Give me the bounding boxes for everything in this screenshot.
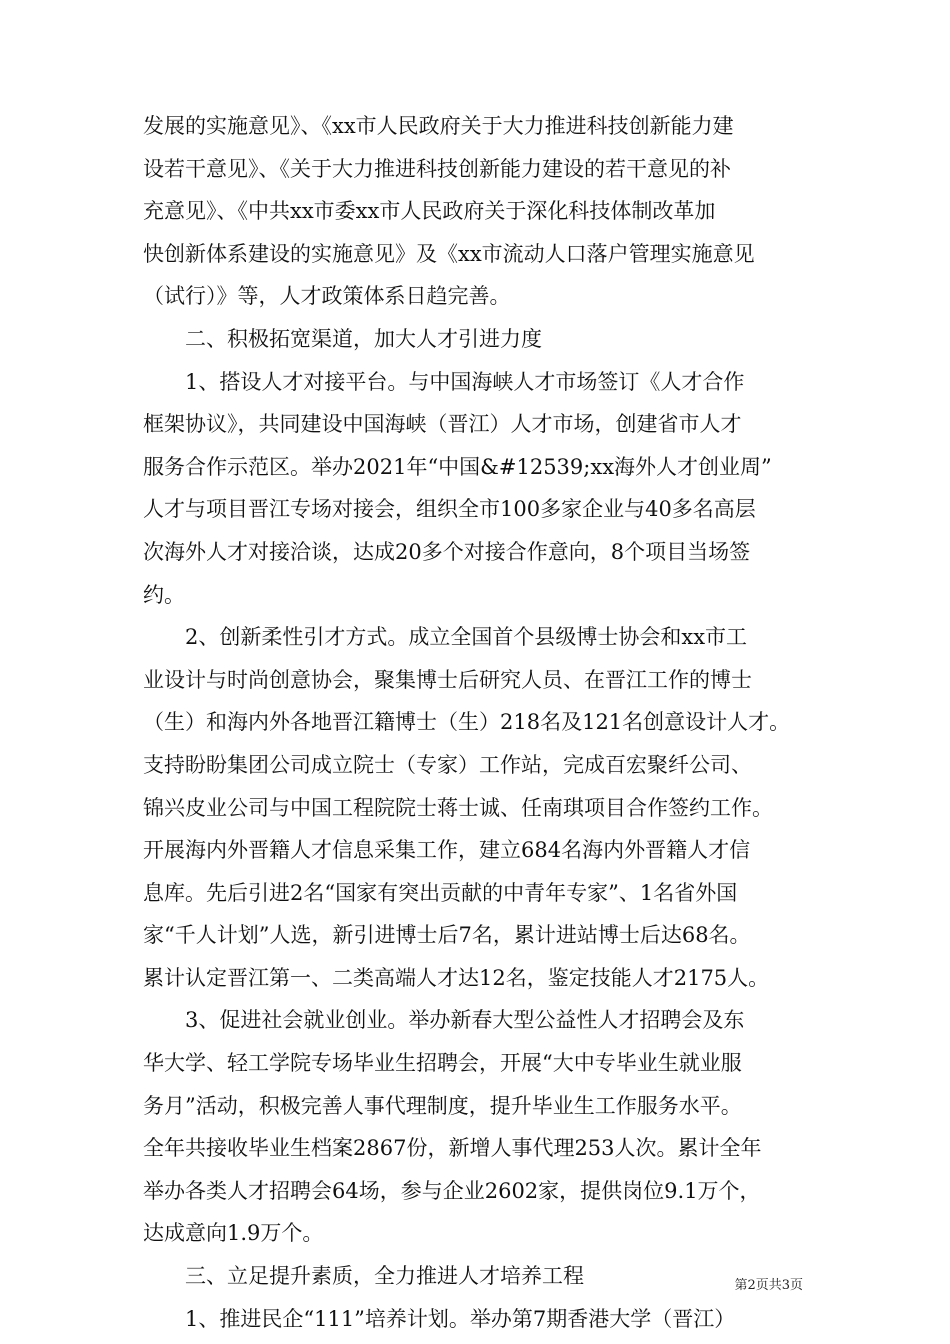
- text-line: 华大学、轻工学院专场毕业生招聘会，开展“大中专毕业生就业服: [143, 1051, 742, 1076]
- document-body: [143, 105, 828, 1340]
- text-line: 充意见》、《中共xx市委xx市人民政府关于深化科技体制改革加: [143, 199, 716, 224]
- text-line: 2、创新柔性引才方式。成立全国首个县级博士协会和xx市工: [185, 625, 748, 650]
- text-line: 1、推进民企“111”培养计划。举办第7期香港大学（晋江）: [185, 1306, 736, 1331]
- text-line: 3、促进社会就业创业。举办新春大型公益性人才招聘会及东: [185, 1008, 745, 1033]
- text-line: 约。: [143, 582, 185, 607]
- text-line: 发展的实施意见》、《xx市人民政府关于大力推进科技创新能力建: [143, 114, 734, 138]
- text-line: 框架协议》，共同建设中国海峡（晋江）人才市场，创建省市人才: [143, 412, 742, 437]
- text-line: 服务合作示范区。举办2021年“中国&#12539;xx海外人才创业周”: [143, 454, 772, 479]
- text-line: （生）和海内外各地晋江籍博士（生）218名及121名创意设计人才。: [143, 710, 791, 735]
- text-line: 锦兴皮业公司与中国工程院院士蒋士诚、任南琪项目合作签约工作。: [143, 795, 773, 820]
- text-line: 设若干意见》、《关于大力推进科技创新能力建设的若干意见的补: [143, 156, 731, 181]
- text-line: 务月”活动，积极完善人事代理制度，提升毕业生工作服务水平。: [143, 1093, 742, 1118]
- text-line: 人才与项目晋江专场对接会，组织全市100多家企业与40多名高层: [143, 497, 756, 522]
- text-line: 业设计与时尚创意协会，聚集博士后研究人员、在晋江工作的博士: [143, 667, 752, 692]
- text-line: 二、积极拓宽渠道，加大人才引进力度: [185, 326, 542, 351]
- text-line: 开展海内外晋籍人才信息采集工作，建立684名海内外晋籍人才信: [143, 838, 751, 863]
- text-line: 累计认定晋江第一、二类高端人才达12名，鉴定技能人才2175人。: [143, 965, 770, 990]
- text-line: 家“千人计划”人选，新引进博士后7名，累计进站博士后达68名。: [143, 923, 751, 948]
- text-line: （试行）》等，人才政策体系日趋完善。: [143, 284, 511, 309]
- text-line: 1、搭设人才对接平台。与中国海峡人才市场签订《人才合作: [185, 369, 745, 394]
- page-indicator: 第2页共3页: [734, 1278, 803, 1293]
- text-line: 息库。先后引进2名“国家有突出贡献的中青年专家”、1名省外国: [143, 880, 738, 905]
- text-line: 支持盼盼集团公司成立院士（专家）工作站，完成百宏聚纤公司、: [143, 752, 752, 777]
- text-line: 举办各类人才招聘会64场，参与企业2602家，提供岗位9.1万个，: [143, 1178, 761, 1203]
- text-line: 达成意向1.9万个。: [143, 1221, 324, 1246]
- text-line: 快创新体系建设的实施意见》及《xx市流动人口落户管理实施意见: [143, 241, 755, 266]
- text-line: 全年共接收毕业生档案2867份，新增人事代理253人次。累计全年: [143, 1136, 762, 1161]
- text-line: 次海外人才对接洽谈，达成20多个对接合作意向，8个项目当场签: [143, 539, 751, 564]
- text-line: 三、立足提升素质，全力推进人才培养工程: [185, 1264, 584, 1289]
